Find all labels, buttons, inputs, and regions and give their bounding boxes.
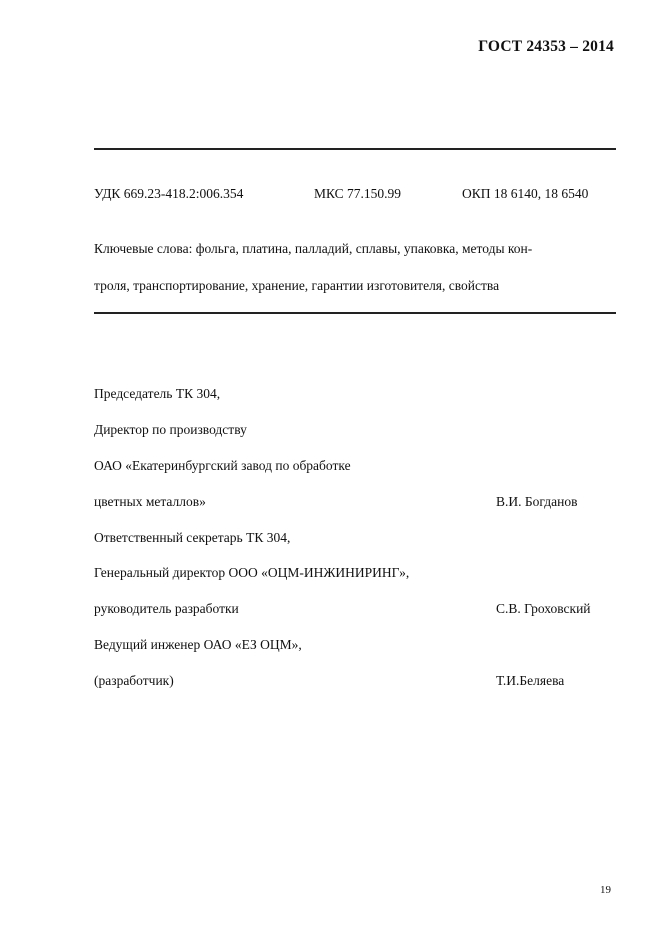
udk-code: УДК 669.23-418.2:006.354 [94,186,244,201]
signatory-name: С.В. Гроховский [496,601,591,616]
signature-line: (разработчик) [94,673,174,688]
bottom-rule [94,312,616,314]
mks-code: МКС 77.150.99 [314,186,402,201]
keywords-line-1: Ключевые слова: фольга, платина, палладий, сплавы, упаковка, методы кон- [94,241,533,256]
signature-line: цветных металлов» [94,494,206,509]
page-number: 19 [600,884,611,896]
okp-code: ОКП 18 6140, 18 6540 [462,186,589,201]
signature-line: Директор по производству [94,422,247,437]
top-rule [94,148,616,150]
signature-line: ОАО «Екатеринбургский завод по обработке [94,458,351,473]
standard-code: ГОСТ 24353 – 2014 [478,38,614,55]
signature-line: руководитель разработки [94,601,239,616]
keywords-line-2: троля, транспортирование, хранение, гарантии изготовителя, свойства [94,278,500,293]
signature-line: Ответственный секретарь ТК 304, [94,530,291,545]
signature-line: Генеральный директор ООО «ОЦМ-ИНЖИНИРИНГ», [94,565,410,580]
signature-line: Председатель ТК 304, [94,386,221,401]
signatory-name: Т.И.Беляева [496,673,565,688]
signature-line: Ведущий инженер ОАО «ЕЗ ОЦМ», [94,637,302,652]
signatory-name: В.И. Богданов [496,494,578,509]
